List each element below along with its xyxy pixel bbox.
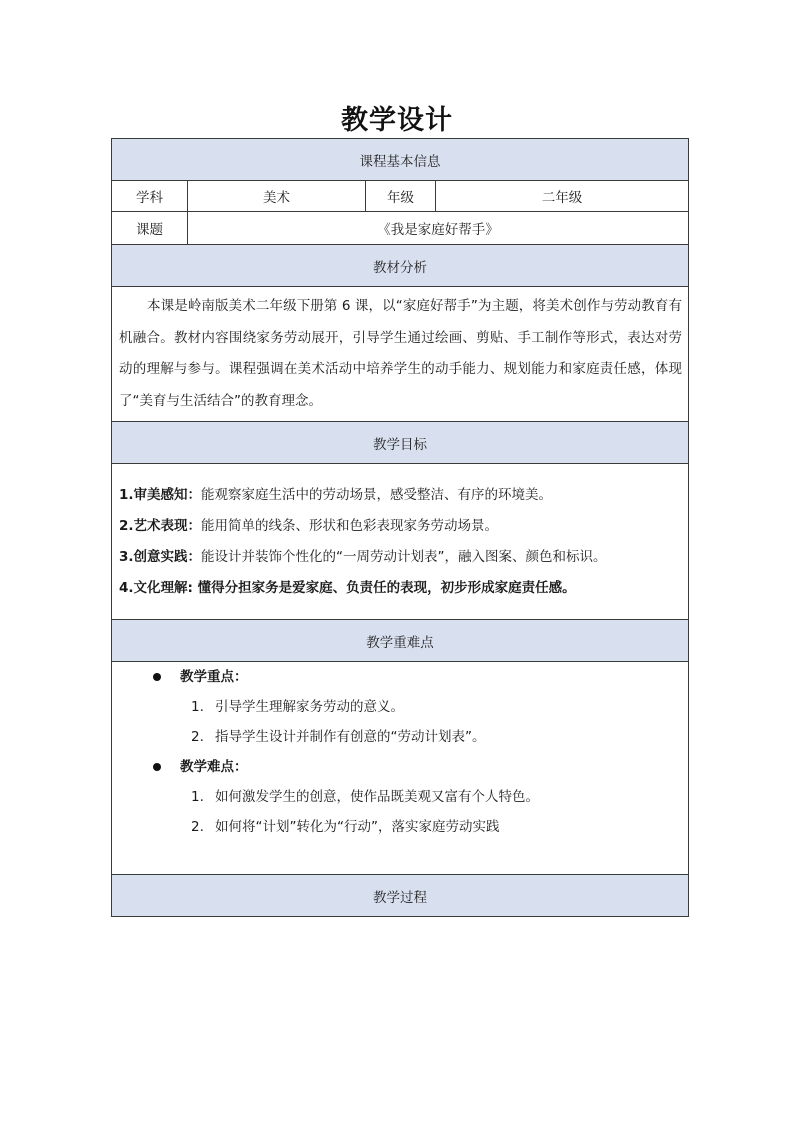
item-number: 2.: [191, 819, 204, 835]
objective-item: [119, 573, 682, 604]
key-points-cell: [112, 662, 689, 875]
item-text: 引导学生理解家务劳动的意义。: [215, 699, 404, 715]
section-header-key-difficult: 教学重难点: [112, 620, 689, 662]
item-number: 1.: [191, 699, 204, 715]
lesson-plan-table: [111, 138, 689, 917]
section-header-objectives: 教学目标: [112, 422, 689, 464]
objective-item: [119, 542, 682, 573]
subject-value: 美术: [188, 181, 366, 212]
document-title: 教学设计: [341, 105, 453, 136]
focus-block: [112, 662, 688, 752]
topic-label: 课题: [112, 212, 188, 245]
objective-label: 1.审美感知：: [119, 486, 202, 503]
grade-value: 二年级: [436, 181, 689, 212]
difficulty-block: [112, 752, 688, 842]
item-number: 1.: [191, 789, 204, 805]
focus-label: 教学重点：: [180, 669, 248, 685]
objective-item: [119, 511, 682, 542]
list-item: [112, 692, 688, 722]
section-header-process: 教学过程: [112, 875, 689, 917]
item-text: 如何将“计划”转化为“行动”，落实家庭劳动实践: [215, 819, 500, 835]
objective-text: 能观察家庭生活中的劳动场景，感受整洁、有序的环境美。: [201, 486, 553, 503]
item-number: 2.: [191, 729, 204, 745]
objective-text: 能设计并装饰个性化的“一周劳动计划表”，融入图案、颜色和标识。: [201, 548, 607, 565]
objective-text: 能用简单的线条、形状和色彩表现家务劳动场景。: [201, 517, 499, 534]
difficulty-label: 教学难点：: [180, 759, 248, 775]
subject-label: 学科: [112, 181, 188, 212]
section-header-material-analysis: 教材分析: [112, 245, 689, 287]
topic-value: 《我是家庭好帮手》: [188, 212, 689, 245]
bullet-icon: [153, 763, 161, 771]
item-text: 如何激发学生的创意，使作品既美观又富有个人特色。: [215, 789, 539, 805]
objectives-list: [112, 464, 689, 620]
list-item: [112, 722, 688, 752]
section-header-basic-info: 课程基本信息: [112, 139, 689, 181]
objective-text: 懂得分担家务是爱家庭、负责任的表现，初步形成家庭责任感。: [192, 579, 576, 596]
grade-label: 年级: [366, 181, 436, 212]
list-item: [112, 782, 688, 812]
list-item: [112, 812, 688, 842]
material-analysis-text: 本课是岭南版美术二年级下册第 6 课，以“家庭好帮手”为主题，将美术创作与劳动教育有机融合。教材内容围绕家务劳动展开，引导学生通过绘画、剪贴、手工制作等形式，表达对劳动的理解与参与。课程强调在美术活动中培养学生的动手能力、规划能力和家庭责任感，体现了“美育与生活结合”的教育理念。: [112, 287, 689, 422]
objective-item: [119, 480, 682, 511]
objective-label: 4.文化理解:: [119, 579, 193, 596]
item-text: 指导学生设计并制作有创意的“劳动计划表”。: [215, 729, 486, 745]
objective-label: 2.艺术表现：: [119, 517, 202, 534]
bullet-icon: [153, 673, 161, 681]
objective-label: 3.创意实践：: [119, 548, 202, 565]
